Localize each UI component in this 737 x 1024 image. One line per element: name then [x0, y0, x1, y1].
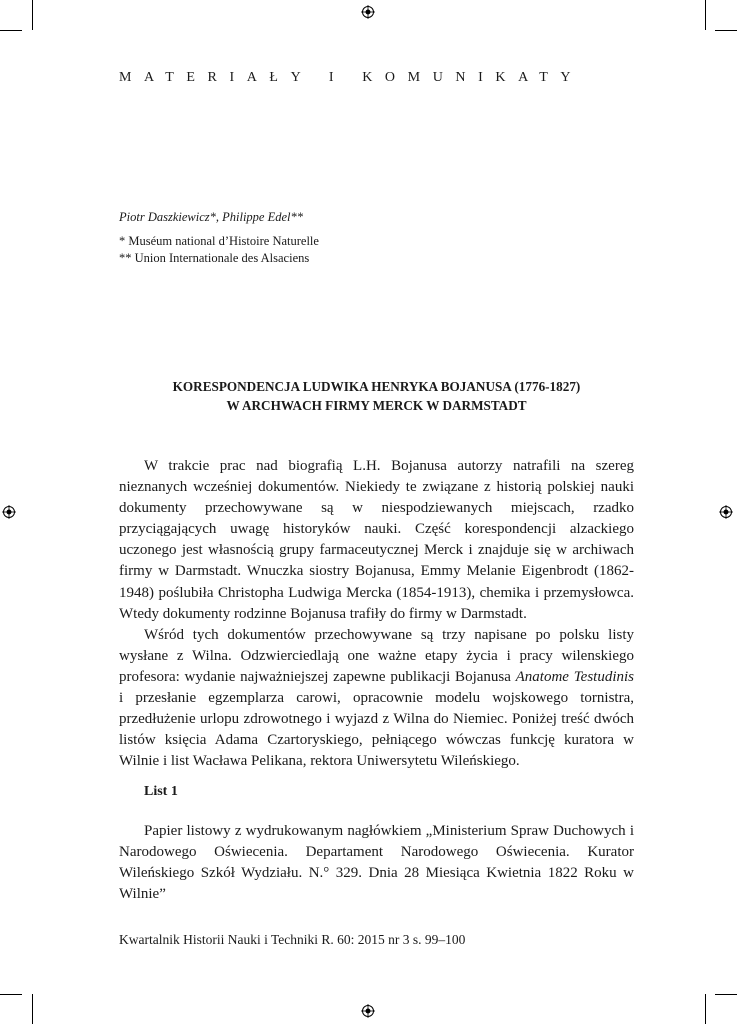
title-line: KORESPONDENCJA LUDWIKA HENRYKA BOJANUSA (1776-1827)	[172, 379, 581, 394]
affiliation: ** Union Internationale des Alsaciens	[119, 251, 310, 265]
crop-mark	[715, 994, 737, 995]
crop-mark	[715, 30, 737, 31]
paragraph-text: i przesłanie egzemplarza carowi, opracownie modelu wojskowego tornistra, przedłużenie urlopu zdrowotnego i wyjazd z Wilna do Niemiec. Poniżej treść dwóch listów księcia Adama Czartoryskiego, pełniącego wówczas funkcję kuratora w Wilnie i list Wacława Pelikana, rektora Uniwersytetu Wileńskiego.	[119, 690, 634, 770]
title-line: W ARCHWACH FIRMY MERCK W DARMSTADT	[226, 398, 527, 413]
registration-target-icon	[361, 5, 375, 19]
paragraph-text: Wśród tych dokumentów przechowywane są trzy napisane po polsku listy wysłane z Wilna. Odzwierciedlają one ważne etapy życia i pracy wilenskiego profesora: wydanie najważniejszej zapewne publikacji Bojanusa	[119, 626, 634, 685]
crop-mark	[705, 994, 706, 1024]
crop-mark	[32, 994, 33, 1024]
registration-target-icon	[361, 1004, 375, 1018]
paragraph	[119, 625, 634, 773]
crop-mark	[0, 30, 22, 31]
article-title	[119, 377, 634, 415]
paragraph: Papier listowy z wydrukowanym nagłówkiem „Ministerium Spraw Duchowych i Narodowego Oświecenia. Departament Narodowego Oświecenia. Kurator Wileńskiego Szkół Wydziału. N.° 329. Dnia 28 Miesiąca Kwietnia 1822 Roku w Wilnie”	[119, 823, 634, 903]
journal-footer: Kwartalnik Historii Nauki i Techniki R. 60: 2015 nr 3 s. 99–100	[119, 932, 466, 947]
paragraph: W trakcie prac nad biografią L.H. Bojanusa autorzy natrafili na szereg nieznanych wcześniej dokumentów. Niekiedy te związane z historią polskiej nauki dokumenty przechowywane są w niespodziewanych miejscach, rzadko przyciągających uwagę historyków nauki. Część korespondencji alzackiego uczonego jest własnością grupy farmaceutycznej Merck i znajduje się w archiwach firmy w Darmstadt. Wnuczka siostry Bojanusa, Emmy Melanie Eigenbrodt (1862-1948) poślubiła Christopha Ludwiga Mercka (1854-1913), chemika i przemysłowca. Wtedy dokumenty rodzinne Bojanusa trafiły do firmy w Darmstadt.	[119, 458, 634, 622]
crop-mark	[705, 0, 706, 30]
crop-mark	[32, 0, 33, 30]
affiliation: * Muséum national d’Histoire Naturelle	[119, 234, 319, 248]
letter-body	[119, 821, 634, 905]
section-heading: List 1	[144, 784, 178, 799]
crop-mark	[0, 994, 22, 995]
registration-target-icon	[2, 505, 16, 519]
registration-target-icon	[719, 505, 733, 519]
authors: Piotr Daszkiewicz*, Philippe Edel**	[119, 210, 304, 224]
paragraph-italic: Anatome Testudinis	[515, 668, 635, 685]
running-header: MATERIAŁY I KOMUNIKATY	[119, 70, 584, 85]
article-body	[119, 456, 634, 772]
